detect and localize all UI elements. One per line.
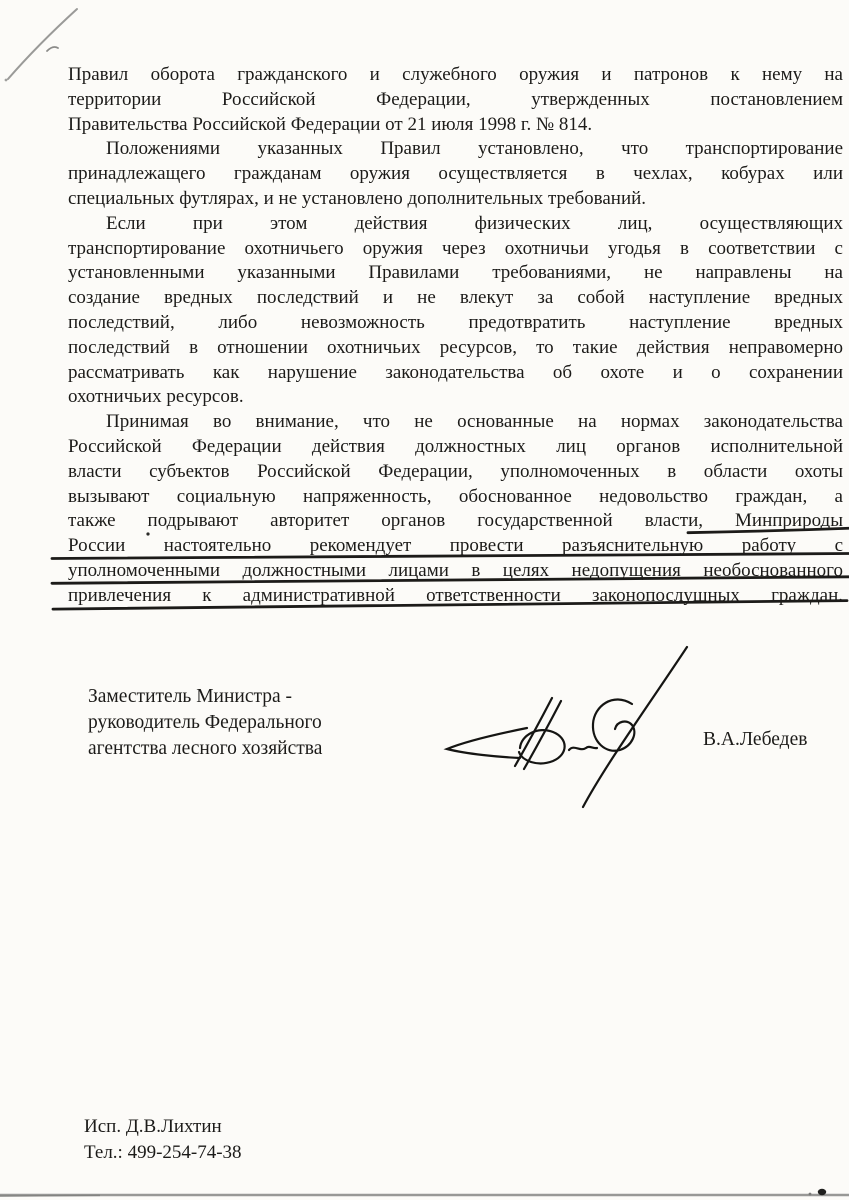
paragraph (68, 410, 843, 608)
text-line: Если при этом действия физических лиц, осуществляющих (106, 212, 843, 234)
text-line: установленными указанными Правилами требованиями, не направлены на (68, 262, 843, 284)
scan-speck (818, 1189, 826, 1195)
scratch-tick (47, 47, 58, 51)
signature-stroke (447, 728, 527, 758)
text-line: рассматривать как нарушение законодательства об охоте и о сохранении (68, 361, 843, 383)
paragraph (68, 212, 843, 410)
text-line: вызывают социальную напряженность, обоснованное недовольство граждан, а (68, 485, 843, 507)
text-line: специальных футлярах, и не установлено дополнительных требований. (68, 187, 647, 209)
text-line: привлечения к административной ответственности законопослушных граждан. (68, 584, 843, 606)
text-line: власти субъектов Российской Федерации, уполномоченных в области охоты (68, 460, 843, 482)
signature-stroke (515, 698, 552, 766)
signature-stroke (519, 730, 565, 763)
text-line: Положениями указанных Правил установлено, что транспортирование (106, 138, 843, 160)
text-line: транспортирование охотничьего оружия через охотничьи угодья в соответствии с (68, 237, 843, 259)
paragraph (68, 137, 843, 211)
scan-edge-line-dark (0, 1195, 100, 1196)
signature-stroke (593, 700, 634, 751)
official-title-line: агентства лесного хозяйства (88, 738, 323, 760)
text-line: последствий в отношении охотничьих ресурсов, то такие действия неправомерно (68, 336, 843, 358)
text-line: Правил оборота гражданского и служебного оружия и патронов к нему на (68, 64, 843, 85)
text-line: последствий, либо невозможность предотвратить наступление вредных (68, 311, 843, 333)
corner-scratch-mark (5, 9, 77, 81)
official-title-line: руководитель Федерального (88, 712, 322, 734)
text-line: Российской Федерации действия должностных лиц органов исполнительной (68, 435, 843, 457)
text-line: территории Российской Федерации, утвержденных постановлением (68, 88, 843, 110)
signature-stroke (583, 647, 687, 807)
text-line: создание вредных последствий и не влекут за собой наступление вредных (68, 287, 843, 309)
official-title (88, 684, 408, 763)
text-line: охотничьих ресурсов. (68, 386, 244, 408)
text-line: уполномоченными должностными лицами в целях недопущения необоснованного (68, 559, 843, 581)
text-line: принадлежащего гражданам оружия осуществляется в чехлах, кобурах или (68, 163, 843, 185)
page-bottom-scan-edge (0, 1189, 849, 1196)
handwritten-signature-icon (447, 647, 687, 807)
scan-speck-small (809, 1193, 812, 1196)
executor-line: Исп. Д.В.Лихтин (84, 1116, 222, 1137)
signature-stroke (524, 701, 561, 769)
scratch-dot (5, 79, 8, 82)
executor-block (84, 1114, 242, 1166)
text-line: Принимая во внимание, что не основанные на нормах законодательства (106, 411, 843, 433)
text-line: России настоятельно рекомендует провести разъяснительную работу с (68, 535, 843, 557)
official-title-line: Заместитель Министра - (88, 686, 293, 707)
text-block (68, 63, 843, 609)
signature-stroke (569, 747, 597, 750)
text-line: также подрывают авторитет органов государственной власти, Минприроды (68, 510, 843, 532)
scratch-line (8, 9, 77, 79)
text-line: Правительства Российской Федерации от 21 июля 1998 г. № 814. (68, 113, 593, 135)
signer-name: В.А.Лебедев (703, 729, 808, 750)
phone-line: Тел.: 499-254-74-38 (84, 1142, 242, 1163)
paragraph (68, 63, 843, 137)
